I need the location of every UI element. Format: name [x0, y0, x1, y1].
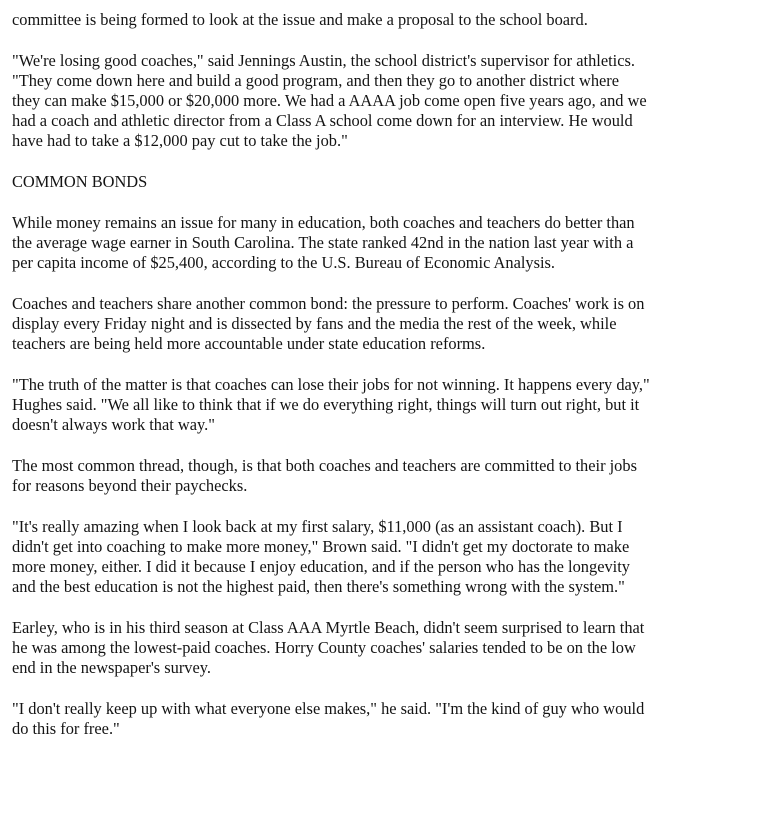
text-line: Coaches and teachers share another common bond: the pressure to perform. Coaches' work is on: [12, 294, 645, 313]
paragraph-committee: [12, 10, 764, 30]
text-line: do this for free.": [12, 719, 120, 738]
paragraph-earley-quote: [12, 699, 764, 739]
text-line: he was among the lowest-paid coaches. Horry County coaches' salaries tended to be on the low: [12, 638, 636, 657]
paragraph-pressure: [12, 294, 764, 354]
text-line: and the best education is not the highest paid, then there's something wrong with the system.": [12, 577, 625, 596]
text-line: Hughes said. "We all like to think that if we do everything right, things will turn out right, but it: [12, 395, 640, 414]
paragraph-common-thread: [12, 456, 764, 496]
text-line: "They come down here and build a good program, and then they go to another district where: [12, 71, 620, 90]
text-line: COMMON BONDS: [12, 172, 148, 191]
paragraph-austin-quote: [12, 51, 764, 151]
text-line: have had to take a $12,000 pay cut to take the job.": [12, 131, 348, 150]
text-line: The most common thread, though, is that both coaches and teachers are committed to their jobs: [12, 456, 637, 475]
text-line: teachers are being held more accountable under state education reforms.: [12, 334, 486, 353]
text-line: didn't get into coaching to make more money," Brown said. "I didn't get my doctorate to make: [12, 537, 630, 556]
section-heading: [12, 172, 764, 192]
text-line: more money, either. I did it because I enjoy education, and if the person who has the longevity: [12, 557, 630, 576]
text-line: "It's really amazing when I look back at my first salary, $11,000 (as an assistant coach). But I: [12, 517, 623, 536]
text-line: display every Friday night and is dissected by fans and the media the rest of the week, while: [12, 314, 617, 333]
paragraph-money: [12, 213, 764, 273]
text-line: committee is being formed to look at the issue and make a proposal to the school board.: [12, 10, 588, 29]
text-line: the average wage earner in South Carolina. The state ranked 42nd in the nation last year with a: [12, 233, 634, 252]
text-line: "The truth of the matter is that coaches can lose their jobs for not winning. It happens every day,": [12, 375, 650, 394]
text-line: Earley, who is in his third season at Class AAA Myrtle Beach, didn't seem surprised to learn that: [12, 618, 645, 637]
text-line: While money remains an issue for many in education, both coaches and teachers do better than: [12, 213, 635, 232]
text-line: end in the newspaper's survey.: [12, 658, 211, 677]
paragraph-hughes-quote: [12, 375, 764, 435]
text-line: they can make $15,000 or $20,000 more. We had a AAAA job come open five years ago, and we: [12, 91, 647, 110]
text-line: for reasons beyond their paychecks.: [12, 476, 248, 495]
text-line: per capita income of $25,400, according to the U.S. Bureau of Economic Analysis.: [12, 253, 556, 272]
paragraph-earley: [12, 618, 764, 678]
document-page: [12, 10, 764, 760]
text-line: "We're losing good coaches," said Jennings Austin, the school district's supervisor for athletics.: [12, 51, 635, 70]
text-line: had a coach and athletic director from a Class A school come down for an interview. He would: [12, 111, 633, 130]
text-line: doesn't always work that way.": [12, 415, 215, 434]
paragraph-brown-quote: [12, 517, 764, 597]
text-line: "I don't really keep up with what everyone else makes," he said. "I'm the kind of guy who would: [12, 699, 645, 718]
